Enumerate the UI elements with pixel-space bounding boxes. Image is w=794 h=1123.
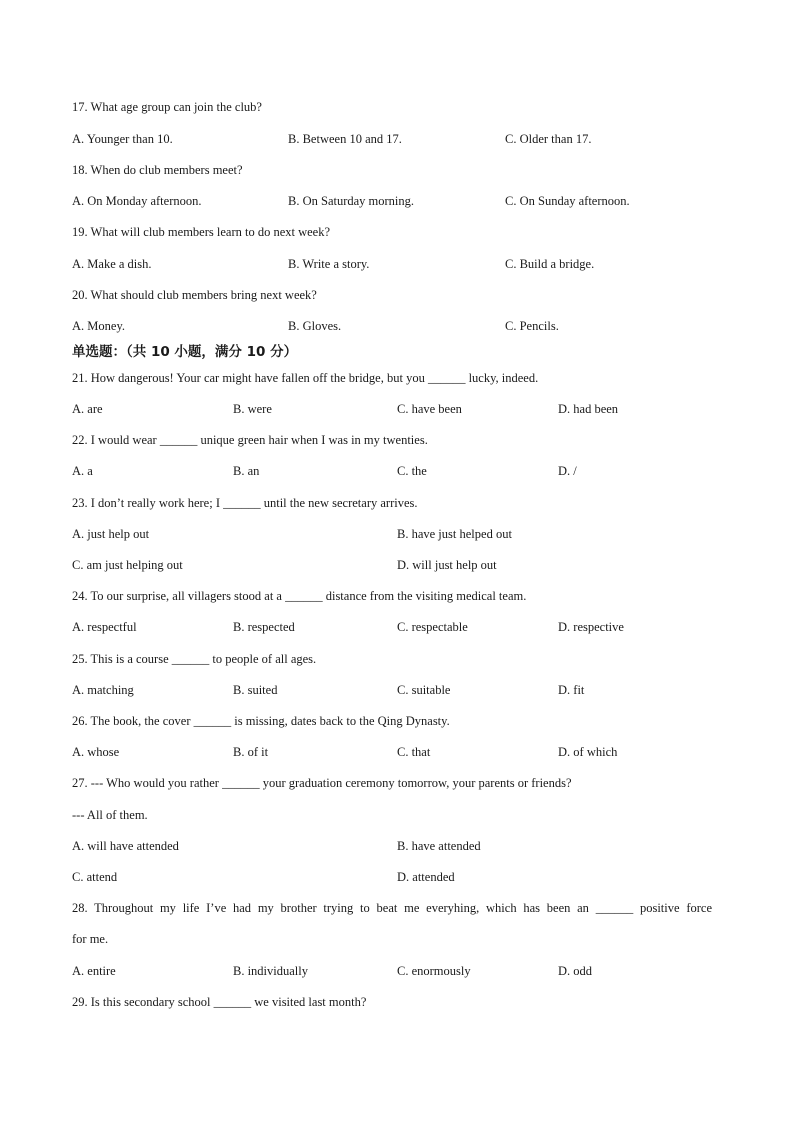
option-22-d: D. / <box>558 464 577 478</box>
option-19-c: C. Build a bridge. <box>505 257 595 271</box>
question-17: 17. What age group can join the club? <box>72 100 262 114</box>
option-27-b: B. have attended <box>397 839 481 853</box>
option-23-a: A. just help out <box>72 527 150 541</box>
option-25-b: B. suited <box>233 683 278 697</box>
question-23: 23. I don’t really work here; I ______ until the new secretary arrives. <box>72 496 418 510</box>
option-23-b: B. have just helped out <box>397 527 512 541</box>
option-21-a: A. are <box>72 402 103 416</box>
question-28: 28. Throughout my life I’ve had my brother trying to beat me everyhing, which has been an ______ positive force <box>72 901 712 915</box>
option-20-c: C. Pencils. <box>505 319 559 333</box>
question-27-reply: --- All of them. <box>72 808 148 822</box>
option-20-a: A. Money. <box>72 319 126 333</box>
option-21-d: D. had been <box>558 402 619 416</box>
question-21: 21. How dangerous! Your car might have fallen off the bridge, but you ______ lucky, indeed. <box>72 371 539 385</box>
option-17-c: C. Older than 17. <box>505 132 592 146</box>
section-heading: 单选题：（共 10 小题，满分 10 分） <box>72 344 298 360</box>
option-20-b: B. Gloves. <box>288 319 342 333</box>
option-25-a: A. matching <box>72 683 134 697</box>
question-19: 19. What will club members learn to do next week? <box>72 225 331 239</box>
option-22-b: B. an <box>233 464 260 478</box>
option-19-b: B. Write a story. <box>288 257 370 271</box>
question-26: 26. The book, the cover ______ is missing, dates back to the Qing Dynasty. <box>72 714 450 728</box>
option-25-d: D. fit <box>558 683 585 697</box>
option-26-d: D. of which <box>558 745 618 759</box>
option-21-b: B. were <box>233 402 272 416</box>
option-18-c: C. On Sunday afternoon. <box>505 194 630 208</box>
option-24-c: C. respectable <box>397 620 468 634</box>
option-23-c: C. am just helping out <box>72 558 183 572</box>
option-24-d: D. respective <box>558 620 624 634</box>
question-28-continued: for me. <box>72 932 109 946</box>
option-21-c: C. have been <box>397 402 462 416</box>
option-26-c: C. that <box>397 745 431 759</box>
question-22: 22. I would wear ______ unique green hair when I was in my twenties. <box>72 433 428 447</box>
option-19-a: A. Make a dish. <box>72 257 152 271</box>
option-26-b: B. of it <box>233 745 269 759</box>
option-28-a: A. entire <box>72 964 116 978</box>
question-29: 29. Is this secondary school ______ we visited last month? <box>72 995 367 1009</box>
option-24-b: B. respected <box>233 620 295 634</box>
option-27-a: A. will have attended <box>72 839 179 853</box>
option-25-c: C. suitable <box>397 683 451 697</box>
option-24-a: A. respectful <box>72 620 137 634</box>
option-18-b: B. On Saturday morning. <box>288 194 415 208</box>
option-22-a: A. a <box>72 464 93 478</box>
option-17-b: B. Between 10 and 17. <box>288 132 402 146</box>
option-27-c: C. attend <box>72 870 118 884</box>
question-25: 25. This is a course ______ to people of all ages. <box>72 652 317 666</box>
option-27-d: D. attended <box>397 870 455 884</box>
option-23-d: D. will just help out <box>397 558 497 572</box>
option-28-d: D. odd <box>558 964 593 978</box>
option-18-a: A. On Monday afternoon. <box>72 194 202 208</box>
option-28-b: B. individually <box>233 964 308 978</box>
option-17-a: A. Younger than 10. <box>72 132 173 146</box>
question-24: 24. To our surprise, all villagers stood at a ______ distance from the visiting medical team. <box>72 589 527 603</box>
option-26-a: A. whose <box>72 745 120 759</box>
option-22-c: C. the <box>397 464 427 478</box>
question-27: 27. --- Who would you rather ______ your graduation ceremony tomorrow, your parents or friends? <box>72 776 572 790</box>
question-20: 20. What should club members bring next week? <box>72 288 317 302</box>
option-28-c: C. enormously <box>397 964 471 978</box>
question-18: 18. When do club members meet? <box>72 163 243 177</box>
